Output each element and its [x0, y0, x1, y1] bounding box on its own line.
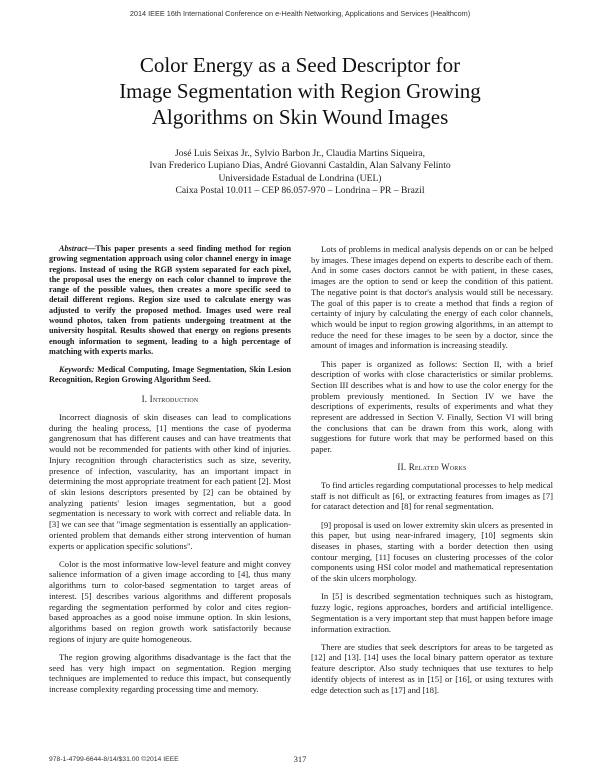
- paragraph: The region growing algorithms disadvantage is the fact that the seed has very high impact on segmentation. Region merging techniques are implemented to reduce this impact, but consequently increase complexity regarding processing time and memory.: [49, 651, 291, 694]
- authors-line-1: José Luis Seixas Jr., Sylvio Barbon Jr., Claudia Martins Siqueira,: [175, 148, 425, 159]
- title-line-2: Image Segmentation with Region Growing: [119, 79, 481, 103]
- paragraph: Lots of problems in medical analysis depends on or can be helped by images. These images depend on experts to describe each of them. And in some cases doctors cannot be with patient, in these cases, images are the option to send or keep the condition of this patient. The negative point is that doctor's analysis would still be necessary. The goal of this paper is to create a method that finds a region of certainty of injury by calculating the energy of each color channels, which would be input to region growing algorithms, in an attempt to reduce the need for these images to be seen by a doctor, since the amount of images and information is increasing steadily.: [311, 244, 553, 351]
- paragraph: In [5] is described segmentation techniques such as histogram, fuzzy logic, regions approaches, borders and artificial intelligence. Segmentation is a very important step that must happen before image information extraction.: [311, 591, 553, 634]
- paragraph: To find articles regarding computational processes to help medical staff is not difficult as [6], or extracting features from images as [7] for cataract detection and [8] for renal segmentation.: [311, 480, 553, 512]
- page-number: 317: [293, 754, 307, 764]
- section-heading-introduction: I. Introduction: [141, 394, 199, 405]
- paper-title: [40, 52, 560, 130]
- author-block: [40, 148, 560, 198]
- keywords-label: Keywords:: [59, 364, 98, 374]
- paragraph: [9] proposal is used on lower extremity skin ulcers as presented in this paper, but using near-infrared imagery, [10] segments skin diseases in phases, starting with a border detection then using contour merging, [11] focuses on clustering processes of the color components using HSI color model and mathematical representation of the skin ulcers morphology.: [311, 519, 553, 584]
- abstract: [49, 244, 291, 357]
- keywords: [49, 365, 291, 386]
- abstract-text: —This paper presents a seed finding method for region growing segmentation approach using color channel energy in image regions. Instead of using the RGB system separated for each pixel, the proposal uses the energy on each color channel to improve the range of the possible values, then creates a more specific seed to detail different regions. Region size used to calculate energy was adjusted to verify the proposed method. Images used were real wound photos, taken from patients undergoing treatment at the university hospital. Results showed that energy on regions presents enough information to segment, leading to a high percentage of matching with experts marks.: [49, 244, 291, 356]
- paragraph: There are studies that seek descriptors for areas to be targeted as [12] and [13]. [14] uses the local binary pattern operator as texture feature descriptor. Also study techniques that use textures to help identify objects of interest as in [15] or [16], or using textures with edge detection such as [17] and [18].: [311, 641, 553, 695]
- isbn-footer: 978-1-4799-6644-8/14/$31.00 ©2014 IEEE: [49, 756, 179, 763]
- paragraph: This paper is organized as follows: Section II, with a brief description of works with close characteristics or similar problems. Section III describes what is and how to use the color energy for the problem previously mentioned. In Section IV we have the descriptions of experiments, results of experiments and what they represent are addressed in Section V. Finally, Section VI will bring the conclusions that can be drawn from this work, along with suggestions for future work that may be performed based on this paper.: [311, 358, 553, 455]
- title-line-1: Color Energy as a Seed Descriptor for: [139, 53, 461, 77]
- conference-header: 2014 IEEE 16th International Conference on e-Health Networking, Applications and Services (Healthcom): [129, 9, 471, 18]
- authors-line-2: Ivan Frederico Lupiano Dias, André Giovanni Castaldin, Alan Salvany Felinto: [149, 160, 451, 172]
- section-heading-related-works: II. Related Works: [397, 462, 467, 473]
- title-line-3: Algorithms on Skin Wound Images: [151, 105, 449, 129]
- keywords-text: Medical Computing, Image Segmentation, Skin Lesion Recognition, Region Growing Algorithm Seed.: [49, 364, 292, 385]
- address: Caixa Postal 10.011 – CEP 86.057-970 – Londrina – PR – Brazil: [175, 185, 425, 197]
- paragraph: Color is the most informative low-level feature and might convey salience information of a given image according to [4], thus many algorithms turn to color-based segmentation to target areas of interest. [5] describes various algorithms and different proposals regarding the segmentation performed by color and cites region-based approaches as a good noise immune option. In skin lesions, algorithms based on region growth work satisfactorily because regions of injury are quite homogeneous.: [49, 558, 291, 644]
- right-column: [311, 244, 553, 703]
- paragraph: Incorrect diagnosis of skin diseases can lead to complications during the healing process, [1] mentions the case of pyoderma gangrenosum that has different causes and can have treatments that would not be recommended for patients with other kind of injuries. Injury recognition through characteristics such as size, severity, presence of infection, vascularity, has an important impact in determining the most appropriate treatment for each patient [2]. Most of skin lesions descriptors presented by [2] can be obtained by analyzing patients' lesion images segmentation, but a good segmentation is necessary to work with correct and reliable data. In [3] we can see that "image segmentation is essentially an application-oriented problem that demands either strong intervention of human experts or application specific solutions".: [49, 412, 291, 551]
- abstract-label: Abstract: [59, 244, 88, 253]
- affiliation: Universidade Estadual de Londrina (UEL): [218, 172, 382, 184]
- left-column: [49, 244, 291, 702]
